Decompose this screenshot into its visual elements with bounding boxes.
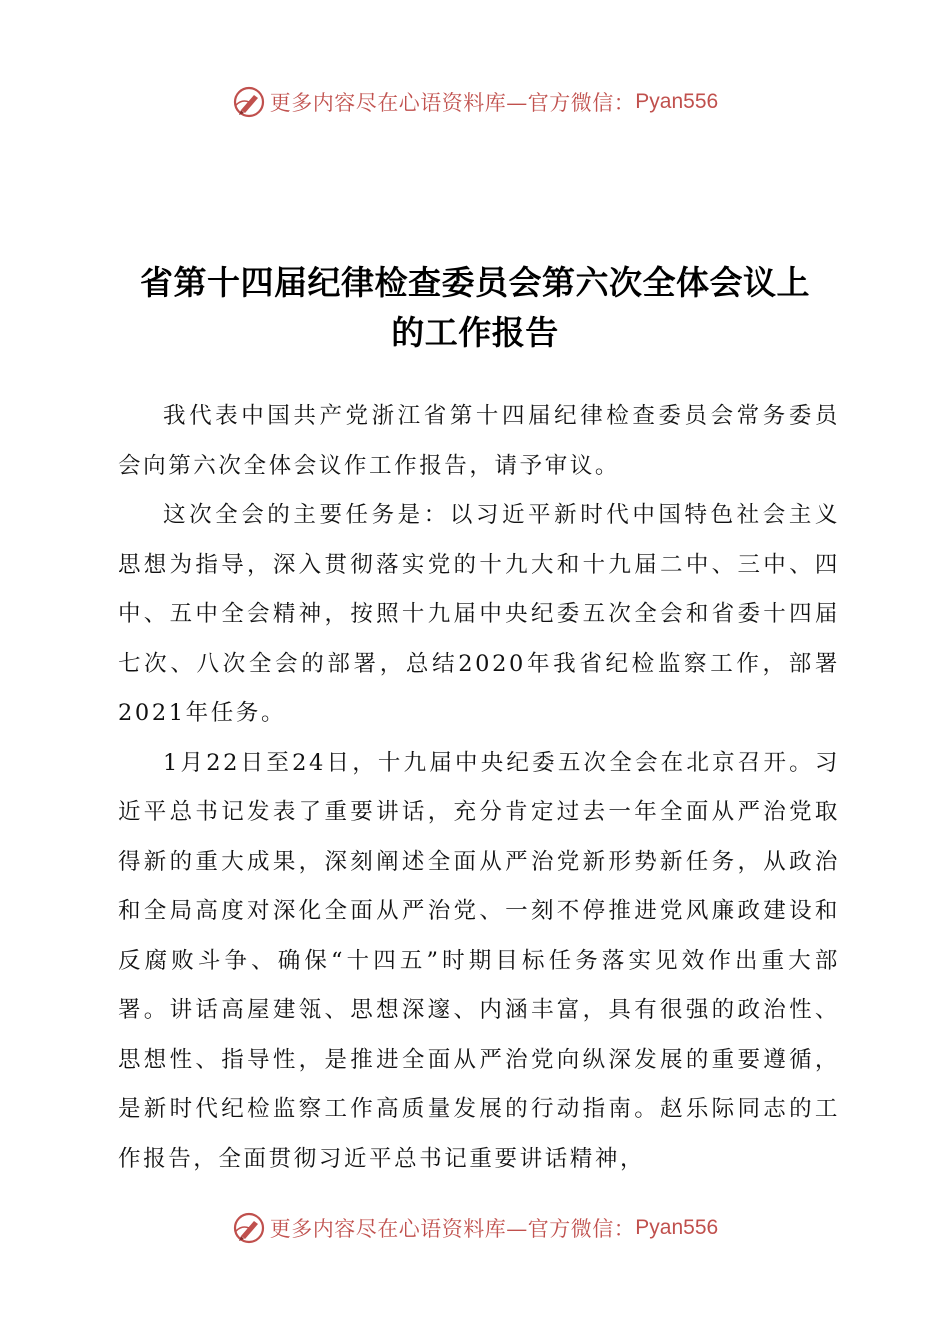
title-line-2: 的工作报告 — [391, 313, 559, 352]
paragraph-plenary: 1月22日至24日，十九届中央纪委五次全会在北京召开。习近平总书记发表了重要讲话，充分肯定过去一年全面从严治党取得新的重大成果，深刻阐述全面从严治党新形势新任务，从政治和全局高度对深化全面从严治党、一刻不停推进党风廉政建设和反腐败斗争、确保“十四五”时期目标任务落实见效作出重大部署。讲话高屋建瓴、思想深邃、内涵丰富，具有很强的政治性、思想性、指导性，是推进全面从严治党向纵深发展的重要遵循，是新时代纪检监察工作高质量发展的行动指南。赵乐际同志的工作报告，全面贯彻习近平总书记重要讲话精神， — [118, 749, 840, 1172]
document-body — [118, 392, 840, 1184]
paragraph-intro: 我代表中国共产党浙江省第十四届纪律检查委员会常务委员会向第六次全体会议作工作报告，请予审议。 — [118, 403, 840, 479]
wechat-handle: Pyan556 — [635, 1216, 719, 1239]
footer-banner — [0, 1208, 950, 1248]
pen-nib-circle-icon — [232, 1211, 266, 1245]
document-title — [90, 258, 860, 358]
wechat-handle: Pyan556 — [635, 90, 719, 113]
paragraph-tasks: 这次全会的主要任务是：以习近平新时代中国特色社会主义思想为指导，深入贯彻落实党的十九大和十九届二中、三中、四中、五中全会精神，按照十九届中央纪委五次全会和省委十四届七次、八次全会的部署，总结2020年我省纪检监察工作，部署2021年任务。 — [118, 502, 840, 726]
pen-nib-circle-icon — [232, 85, 266, 119]
header-banner — [0, 82, 950, 122]
title-line-1: 省第十四届纪律检查委员会第六次全体会议上 — [140, 263, 810, 302]
banner-text: 更多内容尽在心语资料库—官方微信： — [269, 1217, 636, 1241]
banner-text: 更多内容尽在心语资料库—官方微信： — [269, 91, 636, 115]
